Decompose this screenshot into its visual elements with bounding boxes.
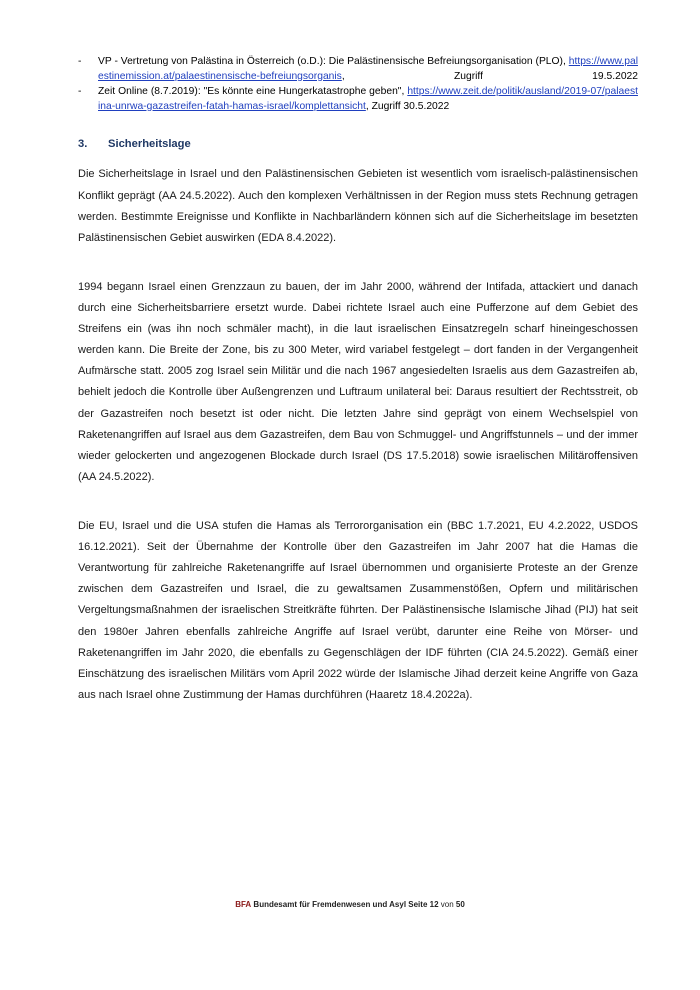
reference-link[interactable]: https://www.palestinemission.at/palaestinensische-befreiungsorganis [98,56,638,82]
footer-von: von [440,900,454,909]
footer-total-pages: 50 [455,900,465,909]
reference-text [98,85,638,114]
paragraph: Die Sicherheitslage in Israel und den Palästinensischen Gebieten ist wesentlich vom israelisch-palästinensischen Konflikt geprägt (AA 24.5.2022). Auch den komplexen Verhältnissen in der Region muss stets Rechnung getragen werden. Bestimmte Ereignisse und Konflikte in Nachbarländern können sich auf die Sicherheitslage im besetzten Palästinensischen Gebiet auswirken (EDA 8.4.2022). [78,168,638,244]
reference-source-text: VP - Vertretung von Palästina in Österreich (o.D.): Die Palästinensische Befreiungsorganisation (PLO), [98,56,566,67]
reference-link[interactable]: https://www.zeit.de/politik/ausland/2019-07/palaestina-unrwa-gazastreifen-fatah-hamas-israel/komplettansicht [98,86,638,112]
list-bullet: - [78,86,82,98]
reference-access-text: , Zugriff 19.5.2022 [341,70,638,82]
list-item [78,55,638,84]
page-footer [0,900,700,909]
paragraph-spacer [78,267,638,277]
section-title: Sicherheitslage [108,138,191,151]
reference-source-text: Zeit Online (8.7.2019): "Es könnte eine Hungerkatastrophe geben", [98,86,405,98]
reference-access-text: , Zugriff 30.5.2022 [365,100,450,112]
reference-text [98,55,638,84]
section-number: 3. [78,138,88,151]
paragraph: Die EU, Israel und die USA stufen die Hamas als Terrororganisation ein (BBC 1.7.2021, EU 4.2.2022, USDOS 16.12.2021). Seit der Übernahme der Kontrolle über den Gazastreifen im Jahr 2007 hat die Hamas die Verantwortung für zahlreiche Raketenangriffe auf Israel übernommen und organisierte Proteste an der Grenze zwischen dem Gazastreifen und Israel, die zu gewaltsamen Zusammenstößen, Opfern und militärischen Vergeltungsmaßnahmen der israelischen Streitkräfte führten. Der Palästinensische Islamische Jihad (PIJ) hat seit den 1980er Jahren ebenfalls zahlreiche Angriffe auf Israel verübt, darunter eine Reihe von Mörser- und Raketenangriffen im Jahr 2020, die ebenfalls zu Gegenschlägen der IDF führten (CIA 24.5.2022). Gemäß einer Einschätzung des israelischen Militärs vom April 2022 würde der Islamische Jihad derzeit keine Angriffe von Gaza aus nach Israel ohne Zustimmung der Hamas durchführen (Haaretz 18.4.2022a). [78,519,638,701]
paragraph-spacer [78,506,638,516]
list-item [78,85,638,114]
paragraph: 1994 begann Israel einen Grenzzaun zu bauen, der im Jahr 2000, während der Intifada, attackiert und danach durch eine Sicherheitsbarriere ersetzt wurde. Dabei richtete Israel auch eine Pufferzone auf dem Gebiet des Streifens ein (was ihn noch schmäler macht), in die laut israelischen Einsatzregeln scharf hineingeschossen werden kann. Die Breite der Zone, bis zu 300 Meter, wird variabel festgelegt – dort fanden in der Vergangenheit Aufmärsche statt. 2005 zog Israel sein Militär und die nach 1967 angesiedelten Israelis aus dem Gazastreifen ab, behielt jedoch die Kontrolle über Außengrenzen und Luftraum unilateral bei: Daraus resultiert der Rechtsstreit, ob der Gazastreifen noch besetzt ist oder nicht. Die letzten Jahre sind geprägt von einem Wechselspiel von Raketenangriffen auf Israel aus dem Gazastreifen, dem Bau von Schmuggel- und Angriffstunnels – und der immer wieder gelockerten und angezogenen Blockade durch Israel (DS 17.5.2018) sowie israelischen Militäroffensiven (AA 24.5.2022). [78,280,638,483]
list-bullet: - [78,56,82,67]
footer-label: Bundesamt für Fremdenwesen und Asyl Seite [253,900,428,909]
section-heading [78,138,638,150]
reference-list [78,55,638,114]
footer-org: BFA [235,900,252,909]
footer-page-number: 12 [429,900,439,909]
